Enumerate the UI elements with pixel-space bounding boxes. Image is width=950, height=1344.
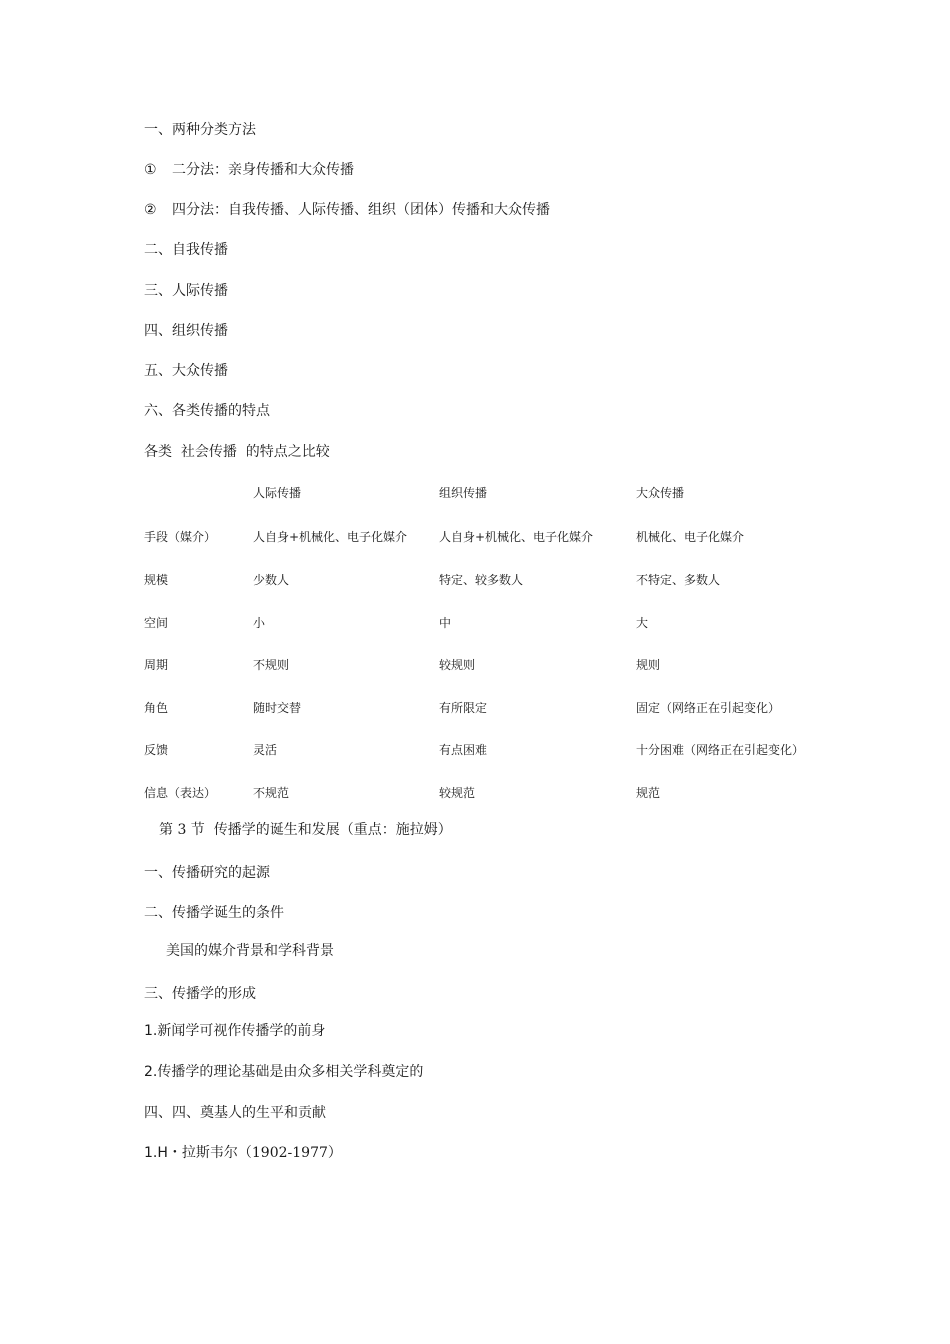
table-cell: 固定（网络正在引起变化） xyxy=(636,701,781,715)
table-cell: 较规范 xyxy=(439,786,476,800)
numbered-item-2 xyxy=(144,1063,423,1081)
table-cell: 小 xyxy=(253,616,266,630)
table-cell: 中 xyxy=(439,616,452,630)
table-cell: 空间 xyxy=(144,616,169,630)
table-cell: 较规则 xyxy=(439,658,476,672)
table-cell: 规范 xyxy=(636,786,661,800)
heading-formation: 三、传播学的形成 xyxy=(144,986,256,1002)
numbered-item-lasswell xyxy=(144,1144,342,1162)
list-item-binary-classification xyxy=(144,161,354,179)
list-item-text: 四分法：自我传播、人际传播、组织（团体）传播和大众传播 xyxy=(172,202,550,218)
heading-intrapersonal: 二、自我传播 xyxy=(144,242,228,258)
item-number: 2. xyxy=(144,1064,158,1080)
table-cell: 机械化、电子化媒介 xyxy=(636,530,745,544)
heading-classification-methods: 一、两种分类方法 xyxy=(144,122,256,138)
table-cell: 角色 xyxy=(144,701,169,715)
circled-number-1: ① xyxy=(144,162,157,178)
numbered-item-1 xyxy=(144,1022,325,1040)
table-cell: 周期 xyxy=(144,658,169,672)
table-cell: 不特定、多数人 xyxy=(636,573,721,587)
section-title: 第 3 节 传播学的诞生和发展（重点：施拉姆） xyxy=(159,822,452,838)
table-cell: 随时交替 xyxy=(253,701,302,715)
heading-characteristics: 六、各类传播的特点 xyxy=(144,403,270,419)
paragraph-background: 美国的媒介背景和学科背景 xyxy=(166,943,334,959)
table-cell: 人自身+机械化、电子化媒介 xyxy=(253,530,408,544)
table-cell: 灵活 xyxy=(253,743,278,757)
table-cell: 规模 xyxy=(144,573,169,587)
item-number: 1.H xyxy=(144,1145,168,1161)
table-cell: 十分困难（网络正在引起变化） xyxy=(636,743,805,757)
heading-founders: 四、四、奠基人的生平和贡献 xyxy=(144,1105,326,1121)
heading-organizational: 四、组织传播 xyxy=(144,323,228,339)
item-number: 1. xyxy=(144,1023,158,1039)
item-text: 新闻学可视作传播学的前身 xyxy=(157,1023,326,1039)
table-cell: 规则 xyxy=(636,658,661,672)
item-text: 传播学的理论基础是由众多相关学科奠定的 xyxy=(157,1064,424,1080)
table-cell: 不规则 xyxy=(253,658,290,672)
table-caption: 各类 社会传播 的特点之比较 xyxy=(144,444,330,460)
table-cell: 人自身+机械化、电子化媒介 xyxy=(439,530,594,544)
table-cell: 有所限定 xyxy=(439,701,488,715)
heading-research-origin: 一、传播研究的起源 xyxy=(144,865,270,881)
table-cell: 特定、较多数人 xyxy=(439,573,524,587)
table-cell: 不规范 xyxy=(253,786,290,800)
heading-birth-conditions: 二、传播学诞生的条件 xyxy=(144,905,284,921)
circled-number-2: ② xyxy=(144,202,157,218)
list-item-text: 二分法：亲身传播和大众传播 xyxy=(172,162,354,178)
table-header-cell: 大众传播 xyxy=(636,486,685,500)
table-cell: 手段（媒介） xyxy=(144,530,217,544)
table-header-cell: 组织传播 xyxy=(439,486,488,500)
heading-mass: 五、大众传播 xyxy=(144,363,228,379)
table-header-cell: 人际传播 xyxy=(253,486,302,500)
table-cell: 信息（表达） xyxy=(144,786,217,800)
table-cell: 反馈 xyxy=(144,743,169,757)
table-cell: 大 xyxy=(636,616,649,630)
table-cell: 有点困难 xyxy=(439,743,488,757)
item-text: ・拉斯韦尔（1902-1977） xyxy=(167,1145,342,1161)
list-item-quaternary-classification xyxy=(144,201,550,219)
table-cell: 少数人 xyxy=(253,573,290,587)
heading-interpersonal: 三、人际传播 xyxy=(144,283,228,299)
